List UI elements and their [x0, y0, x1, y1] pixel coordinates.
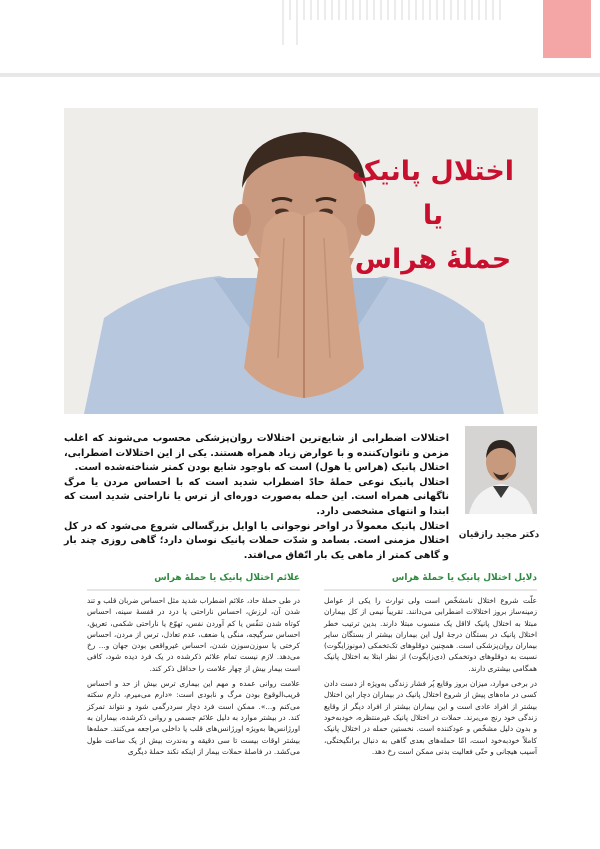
author-photo	[465, 426, 537, 514]
section-heading: دلایل اختلال پانیک یا حملهٔ هراس	[391, 573, 537, 583]
title-line-3: حملهٔ هراس	[354, 244, 512, 275]
section-causes	[324, 572, 537, 761]
section-paragraph: علّت شروع اختلال نامشخّص است ولی توارث را یکی از عوامل زمینه‌ساز بروز اختلالات اضطرابی می‌دانند. تقریباً نیمی از کل بیماران مبتلا به اختلال پانیک لااقل یک منسوب مبتلا دارند. بدین ترتیب خطر اختلال پانیک در بستگان درجهٔ اول این بیماران بیشتر از بستگان سایر بیماران روان‌پزشکی است. همچنین دوقلوهای تک‌تخمکی (مونوزایگوت) نسبت به دوقلوهای دوتخمکی (دی‌زایگوت) از نظر ابتلا به اختلال پانیک همگامی بیشتری دارند.	[324, 596, 537, 673]
intro-paragraph: اختلالات اضطرابی از شایع‌ترین اختلالات روان‌پزشکی محسوب می‌شوند که اغلب مزمن و ناتوان‌کننده و با عوارض زیاد همراه هستند. یکی از این اختلالات اضطرابی، اختلال پانیک (هراس یا هول) است که باوجود شایع بودن کمتر شناخته‌شده است.	[64, 433, 449, 474]
article-intro	[64, 432, 449, 563]
title-line-1: اختلال پانیک	[351, 156, 515, 187]
heading-underline	[87, 589, 300, 591]
intro-paragraph: اختلال پانیک نوعی حملهٔ حادّ اضطراب شدید است که با احساس مردن یا مرگ ناگهانی همراه است. این حمله به‌صورت دوره‌ای از ترس یا ناراحتی شدید است که ابتدا و انتهای مشخصی دارد.	[64, 476, 449, 517]
corner-tab	[543, 0, 591, 58]
section-paragraph: در برخی موارد، میزان بروز وقایع پُر فشار زندگی به‌ویژه از دست دادن کسی در ماه‌های پیش از شروع اختلال پانیک در بیماران دچار این اختلال بیشتر از افراد عادی است و این بیماران بیشتر از افراد دیگر از وقایع زندگی خود رنج می‌برند. حملات در اختلال پانیک غیرمنتظره، خودبه‌خود و بدون دلیل مشخّص و عودکننده است. نخستین حمله در اختلال پانیک کاملاً خودبه‌خود است، امّا حمله‌های بعدی گاهی به دنبال برانگیختگی، آسیب هیجانی و حتّی فعالیت بدنی ممکن است رخ دهد.	[324, 679, 537, 756]
intro-paragraph: اختلال پانیک معمولاً در اواخر نوجوانی یا اوایل بزرگسالی شروع می‌شود که در کل اختلال مزمنی است. بسامد و شدّت حملات پانیک نوسان دارد؛ گاهی روزی چند بار و گاهی کمتر از ماهی یک بار اتّفاق می‌افتد.	[64, 520, 449, 561]
header-decoration	[0, 0, 600, 80]
section-paragraph: علامت روانی عمده و مهم این بیماری ترس بیش از حد و احساس قریب‌الوقوع بودن مرگ و نابودی است: «دارم می‌میرم، دارم سکته می‌کنم و...». ممکن است فرد دچار سردرگمی شود و نتواند تمرکز کند. در بیشتر موارد به دلیل علائم جسمی و روانی ذکرشده، بیماران به اورژانس‌ها به‌ویژه اورژانس‌های قلب یا داخلی مراجعه می‌کنند. حمله‌ها بیشتر اوقات بیست تا سی دقیقه و به‌ندرت بیش از یک ساعت طول می‌کشد. در فاصلهٔ حملات بیمار از اینکه نکند حملهٔ دیگری	[87, 679, 300, 756]
heading-underline	[324, 589, 537, 591]
article-title	[340, 150, 526, 282]
author-name: دکتر مجید رازقیان	[458, 530, 540, 540]
section-paragraph: در طی حملهٔ حاد، علائم اضطراب شدید مثل احساس ضربان قلب و تند شدن آن، لرزش، احساس ناراحتی یا درد در قفسهٔ سینه، احساس کوتاه شدن تنفّس یا کم آوردن نفس، تهوّع یا ناراحتی شکمی، تعریق، احساس سرگیجه، منگی یا ضعف، عدم تعادل، ترس از مردن، احساس کرختی یا سوزن‌سوزن شدن، احساس غیرواقعی بودن جهان و... رخ می‌دهد. لازم نیست تمام علائم ذکرشده در یک فرد دیده شود، کافی است بیمار بیش از چهار علامت را حداقل ذکر کند.	[87, 596, 300, 673]
title-line-2: یا	[422, 200, 444, 231]
section-heading: علائم اختلال پانیک یا حملهٔ هراس	[154, 573, 300, 583]
section-symptoms	[87, 572, 300, 761]
ruler-ticks	[283, 0, 500, 20]
